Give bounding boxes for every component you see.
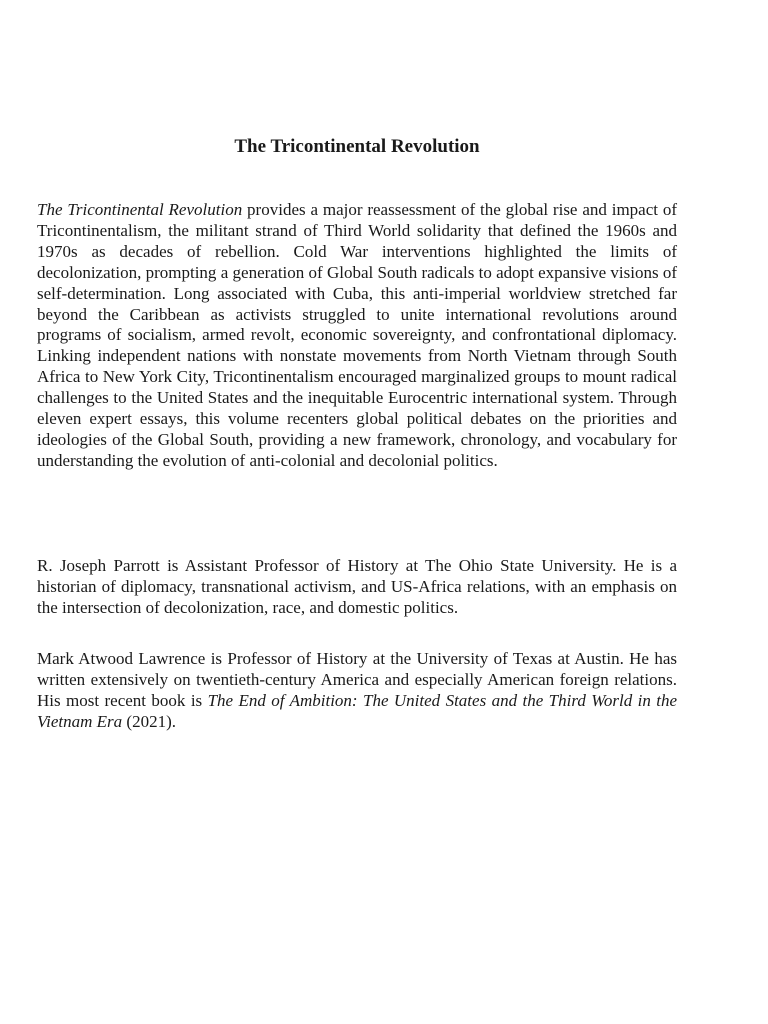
book-page (37, 0, 677, 1024)
description-text: provides a major reassessment of the global rise and impact of Tricontinentalism, the militant strand of Third World solidarity that defined the 1960s and 1970s as decades of rebellion. Cold War interventions highlighted the limits of decolonization, prompting a generation of Global South radicals to adopt expansive visions of self-determination. Long associated with Cuba, this anti-imperial worldview stretched far beyond the Caribbean as activists struggled to unite international revolutions around programs of socialism, armed revolt, economic sovereignty, and confrontational diplomacy. Linking independent nations with nonstate movements from North Vietnam through South Africa to New York City, Tricontinentalism encouraged marginalized groups to mount radical challenges to the United States and the inequitable Eurocentric international system. Through eleven expert essays, this volume recenters global political debates on the priorities and ideologies of the Global South, providing a new framework, chronology, and vocabulary for understanding the evolution of anti-colonial and decolonial politics. (37, 200, 678, 470)
author-bio-parrott: R. Joseph Parrott is Assistant Professor of History at The Ohio State University. He is a historian of diplomacy, transnational activism, and US-Africa relations, with an emphasis on the intersection of decolonization, race, and domestic politics. (37, 556, 677, 617)
author-bio-lawrence (37, 649, 677, 733)
recent-book-title: The End of Ambition: The United States and the Third World in the Vietnam Era (37, 690, 677, 731)
book-title-italic: The Tricontinental Revolution (37, 200, 243, 219)
book-description (37, 200, 677, 472)
page-title: The Tricontinental Revolution (234, 136, 480, 157)
author-bio-year: (2021). (122, 711, 176, 731)
author-bio-text: Mark Atwood Lawrence is Professor of History at the University of Texas at Austin. He has written extensively on twentieth-century America and especially American foreign relations. His most recent book is (37, 649, 677, 710)
